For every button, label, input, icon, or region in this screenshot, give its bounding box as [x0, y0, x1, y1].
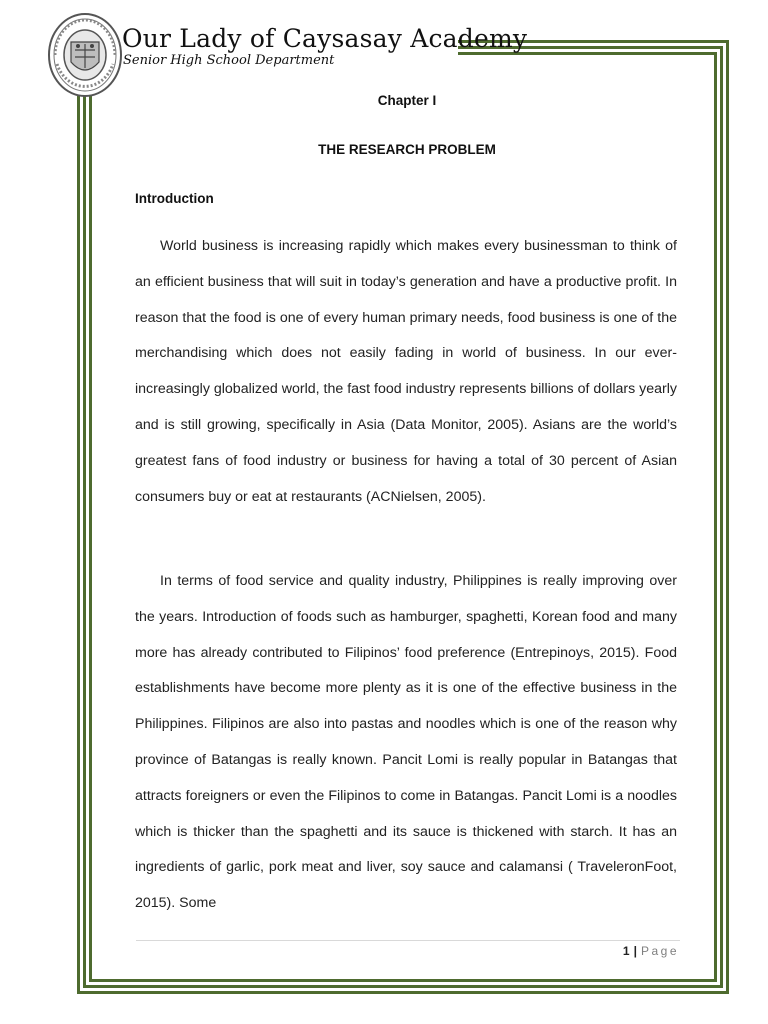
school-name: Our Lady of Caysasay Academy [122, 24, 528, 53]
border-bottom-inner [89, 979, 717, 982]
page-number: 1 [622, 944, 630, 958]
page-label: Page [640, 944, 679, 958]
border-right-outer [726, 40, 729, 994]
school-seal-icon [47, 12, 123, 98]
body-paragraph-1 [135, 229, 677, 515]
paragraph-text: World business is increasing rapidly which makes every businessman to think of an efficient business that will suit in today’s generation and have a productive profit. In reason that the food is one of every human primary needs, food business is one of the merchandising which does not easily fading in world of business. In our ever-increasingly globalized world, the fast food industry represents billions of dollars yearly and is still growing, specifically in Asia (Data Monitor, 2005). Asians are the world’s greatest fans of food industry or business for having a total of 30 percent of Asian consumers buy or eat at restaurants (ACNielsen, 2005). [135, 238, 677, 505]
school-department: Senior High School Department [123, 53, 335, 68]
border-left-inner [89, 86, 92, 982]
border-bottom-mid [83, 985, 723, 988]
page-separator: | [633, 944, 637, 958]
chapter-heading: Chapter I [377, 93, 437, 108]
border-right-mid [720, 46, 723, 988]
border-right-inner [714, 52, 717, 982]
chapter-title: THE RESEARCH PROBLEM [318, 142, 496, 157]
paragraph-text: In terms of food service and quality industry, Philippines is really improving over the years. Introduction of foods such as hamburger, spaghetti, Korean food and many more has already contributed to Filipinos’ food preference (Entrepinoys, 2015). Food establishments have become more plenty as it is one of the effective business in the Philippines. Filipinos are also into pastas and noodles which is one of the reason why province of Batangas is really known. Pancit Lomi is really popular in Batangas that attracts foreigners or even the Filipinos to come in Batangas. Pancit Lomi is a noodles which is thicker than the spaghetti and its sauce is thickened with starch. It has an ingredients of garlic, pork meat and liver, soy sauce and calamansi ( TraveleronFoot, 2015). Some [135, 573, 677, 912]
border-bottom-outer [77, 991, 729, 994]
section-heading: Introduction [135, 191, 214, 206]
page-footer [623, 944, 679, 958]
body-paragraph-2 [135, 564, 677, 922]
border-left-mid [83, 86, 86, 988]
footer-divider [136, 940, 680, 941]
border-left-outer [77, 86, 80, 994]
